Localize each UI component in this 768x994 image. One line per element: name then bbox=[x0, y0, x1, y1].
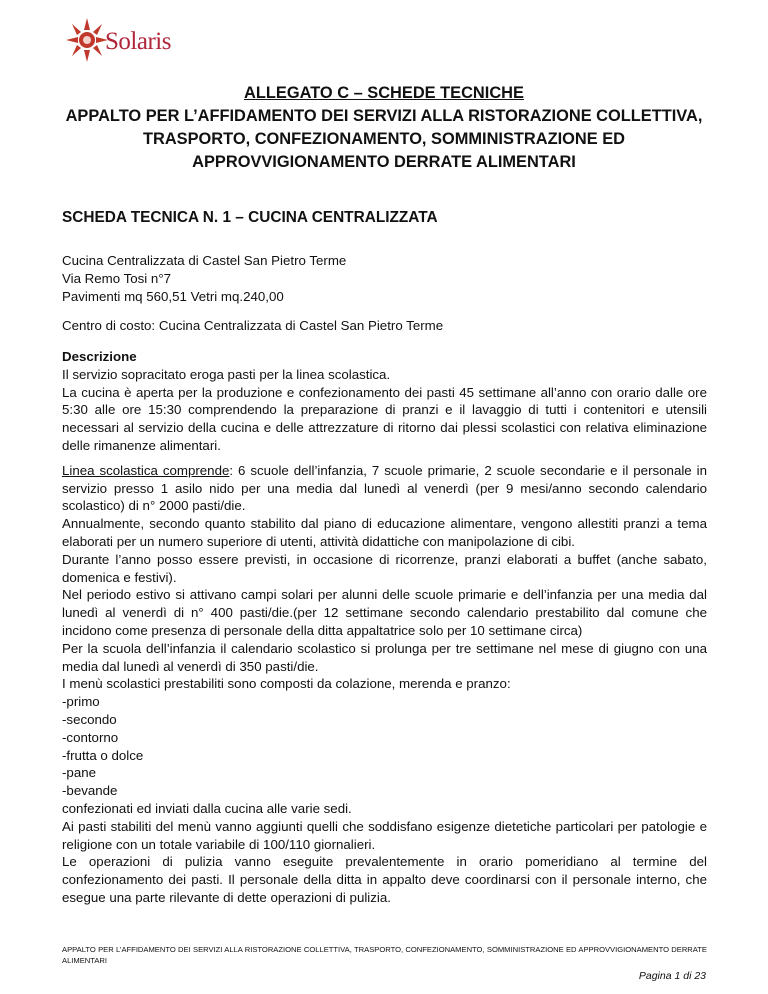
title-line-4: APPROVVIGIONAMENTO DERRATE ALIMENTARI bbox=[192, 153, 576, 171]
school-line-label: Linea scolastica comprende bbox=[62, 462, 230, 478]
description-paragraph: Per la scuola dell’infanzia il calendario scolastico si prolunga per tre settimane nel mese di giugno con una media dal lunedì al venerdì di 350 pasti/die. bbox=[62, 640, 707, 674]
description-paragraph: Le operazioni di pulizia vanno eseguite prevalentemente in orario pomeridiano al termine del confezionamento dei pasti. Il personale della ditta in appalto deve coordinarsi con il personale interno, che esegue una parte rilevante di dette operazioni di pulizia. bbox=[62, 854, 707, 905]
description-paragraph: confezionati ed inviati dalla cucina alle varie sedi. bbox=[62, 800, 352, 816]
document-title bbox=[60, 82, 708, 174]
menu-item: -secondo bbox=[62, 711, 117, 727]
description-block bbox=[62, 348, 707, 907]
cost-center-text: Centro di costo: Cucina Centralizzata di Castel San Pietro Terme bbox=[62, 318, 444, 333]
description-paragraph: Linea scolastica comprende: 6 scuole dell’infanzia, 7 scuole primarie, 2 scuole secondarie e il personale in servizio presso 1 asilo nido per una media dal lunedì al venerdì (per 9 mesi/anno secondo calendario scolastico) di n° 2000 pasti/die. bbox=[62, 462, 707, 514]
address-line-2: Via Remo Tosi n°7 bbox=[62, 270, 172, 286]
address-line-1: Cucina Centralizzata di Castel San Pietro Terme bbox=[62, 253, 347, 268]
description-paragraph: Il servizio sopracitato eroga pasti per la linea scolastica. bbox=[62, 366, 391, 382]
title-line-1: ALLEGATO C – SCHEDE TECNICHE bbox=[244, 84, 524, 102]
description-paragraph: Nel periodo estivo si attivano campi solari per alunni delle scuole primarie e dell’infanzia per una media dal lunedì al venerdì di n° 400 pasti/die.(per 12 settimane secondo calendario prestabilito dal comune che incidono come presenza di personale della ditta appaltatrice solo per 10 settimane circa) bbox=[62, 587, 707, 638]
menu-item: -pane bbox=[62, 765, 97, 781]
company-logo bbox=[66, 14, 196, 62]
page-footer: APPALTO PER L’AFFIDAMENTO DEI SERVIZI ALLA RISTORAZIONE COLLETTIVA, TRASPORTO, CONFEZIONAMENTO, SOMMINISTRAZIONE ED APPROVVIGIONAMENTO DERRATE ALIMENTARI bbox=[62, 945, 707, 965]
title-line-3: TRASPORTO, CONFEZIONAMENTO, SOMMINISTRAZIONE ED bbox=[142, 130, 626, 148]
page-number: Pagina 1 di 23 bbox=[638, 970, 706, 982]
menu-item: -bevande bbox=[62, 783, 118, 799]
logo-wordmark: Solaris bbox=[105, 28, 171, 55]
address-line-3: Pavimenti mq 560,51 Vetri mq.240,00 bbox=[62, 288, 284, 304]
description-paragraph: Ai pasti stabiliti del menù vanno aggiunti quelli che soddisfano esigenze dietetiche particolari per patologie e religione con un totale variabile di 100/110 giornalieri. bbox=[62, 818, 707, 852]
section-title: SCHEDA TECNICA N. 1 – CUCINA CENTRALIZZATA bbox=[62, 209, 438, 226]
address-block bbox=[62, 252, 707, 305]
sun-emblem-icon bbox=[66, 14, 108, 62]
menu-item: -frutta o dolce bbox=[62, 747, 144, 763]
description-heading: Descrizione bbox=[62, 349, 137, 364]
menu-item: -primo bbox=[62, 694, 100, 710]
title-line-2: APPALTO PER L’AFFIDAMENTO DEI SERVIZI ALLA RISTORAZIONE COLLETTIVA, bbox=[65, 107, 703, 125]
description-paragraph: Durante l’anno posso essere previsti, in occasione di ricorrenze, pranzi elaborati a buffet (anche sabato, domenica e festivi). bbox=[62, 551, 707, 585]
description-paragraph: La cucina è aperta per la produzione e confezionamento dei pasti 45 settimane all’anno con orario dalle ore 5:30 alle ore 15:30 comprendendo la preparazione di pranzi e il lavaggio di tutti i contenitori e utensili necessari al servizio della cucina e delle attrezzature di ritorno dai plessi scolastici con relativa eliminazione delle rimanenze alimentari. bbox=[62, 384, 707, 453]
cost-center bbox=[62, 317, 707, 335]
description-paragraph: Annualmente, secondo quanto stabilito dal piano di educazione alimentare, vengono allestiti pranzi a tema elaborati per un numero superiore di utenti, attività didattiche con manipolazione di cibi. bbox=[62, 516, 707, 549]
description-paragraph: I menù scolastici prestabiliti sono composti da colazione, merenda e pranzo: bbox=[62, 676, 511, 692]
menu-item: -contorno bbox=[62, 729, 119, 745]
